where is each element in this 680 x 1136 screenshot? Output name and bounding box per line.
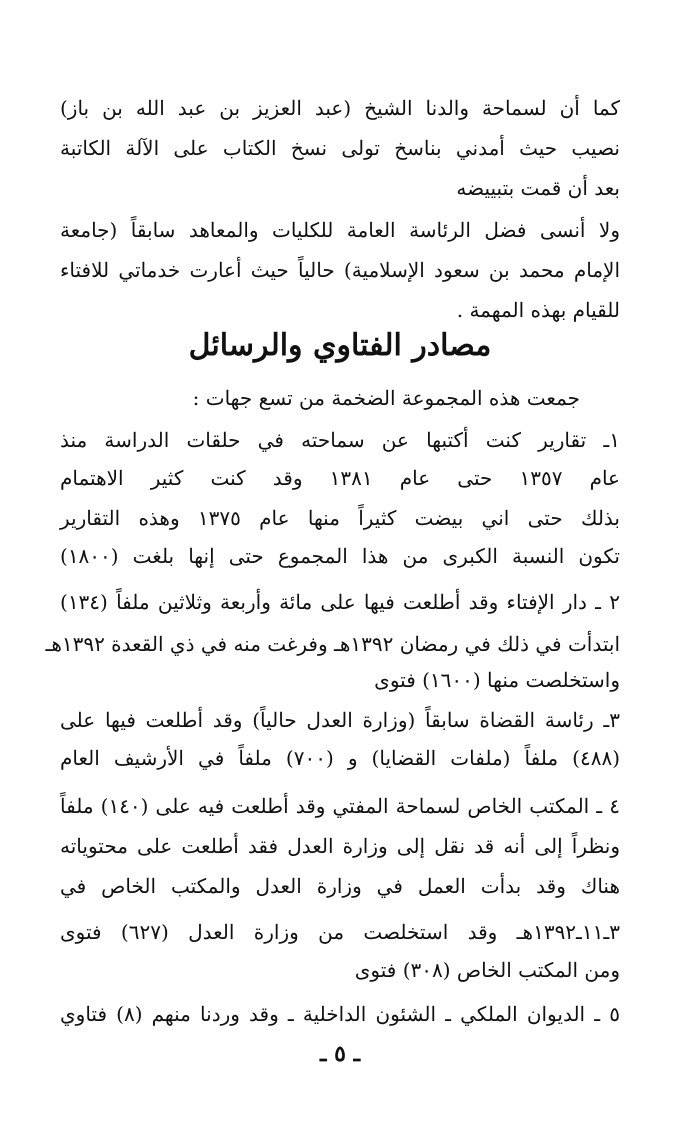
body-line: ٥ ـ الديوان الملكي ـ الشئون الداخلية ـ وقد وردنا منهم (٨) فتاوي — [60, 1002, 620, 1026]
intro-line: الإمام محمد بن سعود الإسلامية) حالياً حيث أعارت خدماتي للافتاء — [60, 258, 620, 282]
body-line: بذلك حتى اني بيضت كثيراً منها عام ١٣٧٥ وهذه التقارير — [60, 506, 620, 530]
body-line: ٣ـ١١ـ١٣٩٢هـ وقد استخلصت من وزارة العدل (٦٢٧) فتوى — [60, 920, 620, 944]
body-line: تكون النسبة الكبرى من هذا المجموع حتى إنها بلغت (١٨٠٠) — [60, 544, 620, 568]
intro-line: نصيب حيث أمدني بناسخ تولى نسخ الكتاب على الآلة الكاتبة — [60, 136, 620, 160]
section-heading: مصادر الفتاوي والرسائل — [188, 328, 492, 363]
body-line: ٣ـ رئاسة القضاة سابقاً (وزارة العدل حالياً) وقد أطلعت فيها على — [60, 708, 620, 732]
body-line: هناك وقد بدأت العمل في وزارة العدل والمكتب الخاص في — [60, 874, 620, 898]
body-line: ونظراً إلى أنه قد نقل إلى وزارة العدل فقد أطلعت على محتوياته — [60, 834, 620, 858]
body-line: (٤٨٨) ملفاً (ملفات القضايا) و (٧٠٠) ملفاً في الأرشيف العام — [60, 746, 620, 770]
body-line: ١ـ تقارير كنت أكتبها عن سماحته في حلقات الدراسة منذ — [60, 428, 620, 452]
body-line: جمعت هذه المجموعة الضخمة من تسع جهات : — [192, 386, 580, 410]
body-line: واستخلصت منها (١٦٠٠) فتوى — [374, 668, 620, 692]
intro-line: للقيام بهذه المهمة . — [456, 298, 620, 322]
body-line: عام ١٣٥٧ حتى عام ١٣٨١ وقد كنت كثير الاهتمام — [60, 466, 620, 490]
body-line: ومن المكتب الخاص (٣٠٨) فتوى — [354, 958, 620, 982]
body-line: ابتدأت في ذلك في رمضان ١٣٩٢هـ وفرغت منه في ذي القعدة ١٣٩٢هـ — [45, 632, 620, 656]
intro-line: بعد أن قمت بتبييضه — [456, 176, 620, 200]
body-line: ٤ ـ المكتب الخاص لسماحة المفتي وقد أطلعت فيه على (١٤٠) ملفاً — [60, 794, 620, 818]
body-line: ٢ ـ دار الإفتاء وقد أطلعت فيها على مائة وأربعة وثلاثين ملفاً (١٣٤) — [60, 590, 620, 614]
intro-line: ولا أنسى فضل الرئاسة العامة للكليات والمعاهد سابقاً (جامعة — [60, 218, 620, 242]
page-number: ـ ٥ ـ — [319, 1041, 361, 1067]
intro-line: كما أن لسماحة والدنا الشيخ (عبد العزيز بن عبد الله بن باز) — [60, 96, 620, 120]
